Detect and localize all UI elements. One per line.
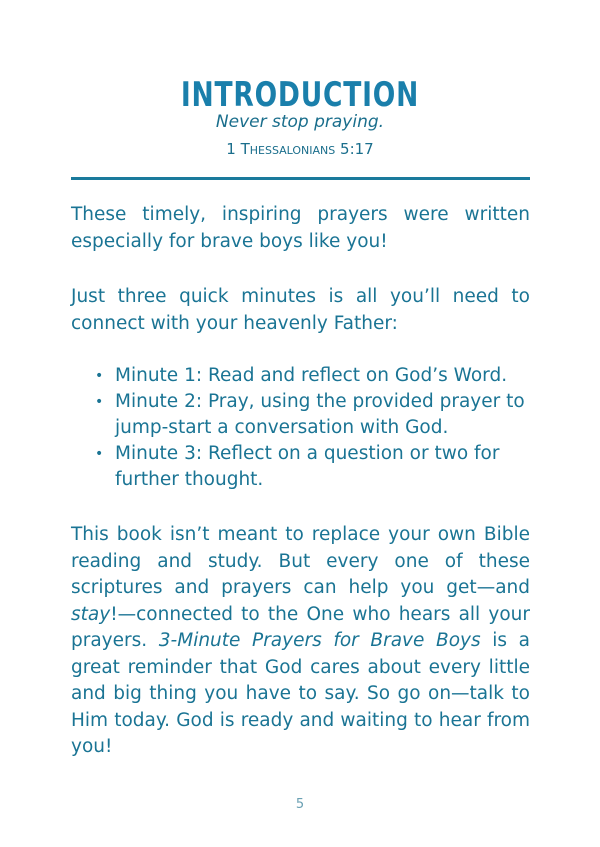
list-item-text: Minute 2: Pray, using the provided prayer to jump-start a conversation with God. — [115, 391, 525, 438]
paragraph-text: is a great reminder that God cares about every little and big thing you have to say. So go on—talk to Him today. God is ready and waiting to hear from you! — [71, 630, 530, 757]
page-title: INTRODUCTION — [180, 74, 420, 115]
page-number: 5 — [295, 797, 305, 812]
paragraph-purpose — [71, 522, 530, 761]
paragraph-three-minutes: Just three quick minutes is all you’ll need to connect with your heavenly Father: — [71, 286, 530, 334]
epigraph-reference: 1 Thessalonians 5:17 — [226, 140, 374, 158]
minutes-list — [95, 363, 535, 493]
list-item — [95, 389, 535, 441]
list-item-text: Minute 1: Read and reflect on God’s Word. — [115, 365, 508, 386]
epigraph-quote: Never stop praying. — [215, 112, 385, 132]
paragraph-text: !—connected to the One who hears all your prayers. — [71, 603, 530, 651]
bullet-icon: • — [95, 368, 104, 384]
list-item — [95, 441, 535, 493]
bullet-icon: • — [95, 394, 104, 410]
list-item — [95, 363, 535, 389]
divider-rule — [71, 177, 530, 180]
paragraph-text: This book isn’t meant to replace your own Bible reading and study. But every one of these scriptures and prayers can help you get—and — [71, 524, 530, 598]
list-item-text: Minute 3: Reflect on a question or two for further thought. — [115, 443, 500, 490]
emphasis-stay: stay — [71, 603, 111, 625]
paragraph-intro: These timely, inspiring prayers were written especially for brave boys like you! — [71, 204, 530, 252]
bullet-icon: • — [95, 446, 104, 462]
book-title-reference: 3-Minute Prayers for Brave Boys — [158, 630, 481, 651]
